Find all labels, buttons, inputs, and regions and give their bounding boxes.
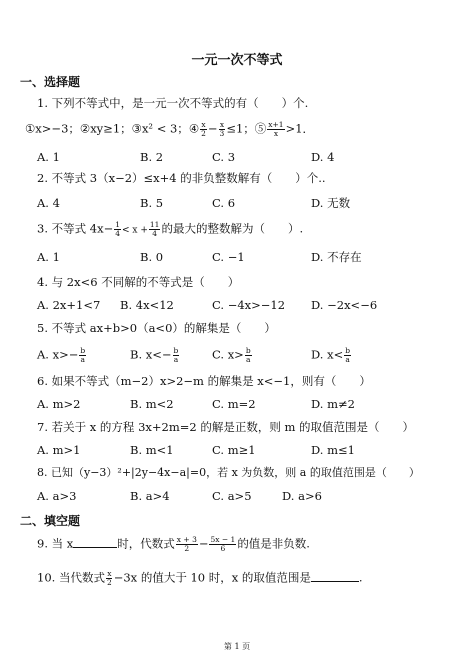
question-5-stem: 5. 不等式 ax+b>0（a<0）的解集是（ ）: [37, 321, 276, 335]
q5-frac-b-over-a: $\frac{b}{a}$: [345, 346, 351, 364]
q7-option-c: C. m≥1: [212, 443, 256, 457]
q4-option-a: A. 2x+1<7: [37, 298, 101, 312]
q9-frac-xplus3-over-2: $\frac{x + 3}{2}$: [176, 535, 197, 553]
q8-option-c: C. a>5: [212, 489, 252, 503]
q1-option-d: D. 4: [311, 150, 335, 164]
q3-option-b: B. 0: [140, 250, 164, 264]
q6-option-b: B. m<2: [130, 397, 174, 411]
page-title: 一元一次不等式: [191, 53, 283, 68]
q3-option-d: D. 不存在: [311, 250, 362, 264]
q10-answer-blank[interactable]: [311, 581, 359, 582]
q5-option-b: B. x<− $\frac{b}{a}$: [130, 346, 179, 364]
q1-item-5-prefix: ⑤: [254, 121, 267, 136]
question-8-stem: 8. 已知（y−3）²+|2y−4x−a|=0，若 x 为负数，则 a 的取值范围是（ ）: [37, 466, 420, 479]
q4-option-d: D. −2x<−6: [311, 298, 378, 312]
q6-option-d: D. m≠2: [311, 397, 355, 411]
q5-frac-b-over-a: $\frac{b}{a}$: [173, 346, 179, 364]
question-2-stem: 2. 不等式 3（x−2）≤x+4 的非负整数解有（ ）个..: [37, 171, 326, 185]
q7-option-d: D. m≤1: [311, 443, 355, 457]
q3-option-c: C. −1: [212, 250, 245, 264]
q1-option-b: B. 2: [140, 150, 164, 164]
question-6-stem: 6. 如果不等式（m−2）x>2−m 的解集是 x<−1，则有（ ）: [37, 374, 371, 388]
page-footer: 第 1 页: [223, 642, 251, 651]
q2-option-a: A. 4: [37, 196, 60, 210]
q5-option-a: A. x>− $\frac{b}{a}$: [37, 346, 86, 364]
q8-option-d: D. a>6: [282, 489, 322, 503]
q2-option-c: C. 6: [212, 196, 236, 210]
q1-frac-xplus1-over-x: $\frac{x+1}{x}$: [268, 120, 284, 138]
question-3-stem: 3. 不等式 4x− $\frac{1}{4}$ < x + $\frac{11}{4}$ 的最大的整数解为（ ）.: [37, 220, 304, 238]
q8-option-b: B. a>4: [130, 489, 170, 503]
question-1-items: ①x>−3；②xy≥1；③x² < 3；④ $\frac{x}{2}$ − $\frac{x}{3}$ ≤1；⑤ $\frac{x+1}{x}$ >1．: [25, 120, 315, 138]
question-1-stem: 1. 下列不等式中，是一元一次不等式的有（ ）个.: [37, 96, 309, 110]
q3-frac-1-over-4: $\frac{1}{4}$: [115, 220, 121, 238]
q4-option-b: B. 4x<12: [120, 298, 174, 312]
q1-item-1: ①x>−3；: [25, 121, 80, 136]
section-multiple-choice: 一、选择题: [20, 75, 81, 89]
question-4-stem: 4. 与 2x<6 不同解的不等式是（ ）: [37, 275, 240, 289]
question-10-stem: 10. 当代数式 $\frac{x}{2}$ −3x 的值大于 10 时，x 的取值范围是 .: [37, 569, 363, 587]
q1-item-2: ②xy≥1；: [79, 121, 132, 136]
q7-option-a: A. m>1: [37, 443, 81, 457]
q1-option-c: C. 3: [212, 150, 236, 164]
q4-option-c: C. −4x>−12: [212, 298, 286, 312]
q7-option-b: B. m<1: [130, 443, 174, 457]
q2-option-b: B. 5: [140, 196, 164, 210]
q1-item-3: ③x² < 3；: [131, 121, 189, 136]
q10-frac-x-over-2: $\frac{x}{2}$: [106, 569, 112, 587]
q5-option-c: C. x> $\frac{b}{a}$: [212, 346, 251, 364]
q8-option-a: A. a>3: [37, 489, 77, 503]
q5-frac-b-over-a: $\frac{b}{a}$: [245, 346, 251, 364]
q5-option-d: D. x< $\frac{b}{a}$: [311, 346, 351, 364]
q1-item-4-prefix: ④: [188, 121, 200, 136]
q1-option-a: A. 1: [37, 150, 60, 164]
question-7-stem: 7. 若关于 x 的方程 3x+2m=2 的解是正数，则 m 的取值范围是（ ）: [37, 420, 415, 434]
q9-answer-blank[interactable]: [73, 547, 117, 548]
q6-option-a: A. m>2: [37, 397, 81, 411]
q2-option-d: D. 无数: [311, 196, 351, 210]
q1-frac-x-over-2: $\frac{x}{2}$: [201, 120, 206, 138]
q3-frac-11-over-4: $\frac{11}{4}$: [149, 220, 160, 238]
question-9-stem: 9. 当 x 时，代数式 $\frac{x + 3}{2}$ − $\frac{5x - 1}{6}$ 的值是非负数.: [37, 535, 310, 553]
q5-frac-b-over-a: $\frac{b}{a}$: [80, 346, 86, 364]
q9-frac-5xminus1-over-6: $\frac{5x - 1}{6}$: [210, 535, 236, 553]
section-fill-in: 二、填空题: [20, 514, 81, 528]
q6-option-c: C. m=2: [212, 397, 256, 411]
q1-frac-x-over-3: $\frac{x}{3}$: [219, 120, 225, 138]
q3-option-a: A. 1: [37, 250, 60, 264]
